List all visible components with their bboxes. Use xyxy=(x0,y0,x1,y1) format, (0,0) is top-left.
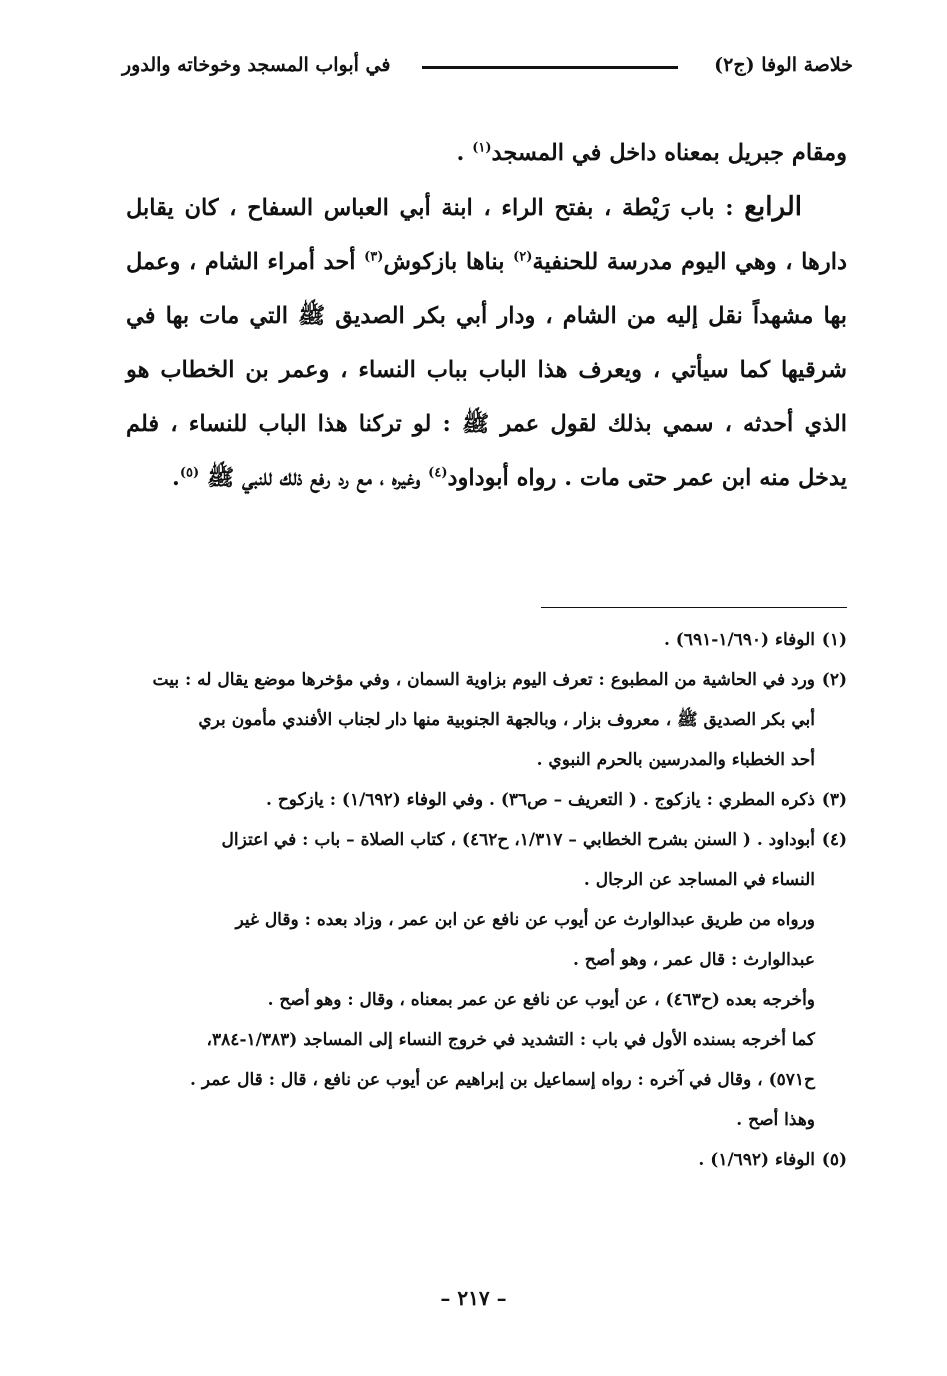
footnote-line: كما أخرجه بسنده الأول في باب : التشديد في خروج النساء إلى المساجد (١/٣٨٣-٣٨٤، xyxy=(206,1030,815,1050)
main-text xyxy=(126,126,847,505)
footnote-1 xyxy=(126,620,847,660)
footnote-separator xyxy=(541,607,847,608)
footnote-line: ورواه من طريق عبدالوارث عن أيوب عن نافع عن ابن عمر ، وزاد بعده : وقال غير xyxy=(235,910,815,930)
footnote-number: (١) xyxy=(821,630,847,650)
footnote-number: (٥) xyxy=(821,1150,847,1170)
footnote-2 xyxy=(126,660,847,780)
footnote-ref-3[interactable]: (٣) xyxy=(364,249,384,265)
footnotes xyxy=(126,620,847,1180)
footnote-4 xyxy=(126,820,847,900)
footnote-line: النساء في المساجد عن الرجال . xyxy=(583,870,815,890)
paragraph-lead: الرابع xyxy=(744,192,802,222)
footnote-line: الوفاء (١/٦٩٢) . xyxy=(698,1150,815,1170)
footnote-line: وهذا أصح . xyxy=(736,1110,815,1130)
footnote-ref-2[interactable]: (٢) xyxy=(513,249,533,265)
chapter-title: في أبواب المسجد وخوخاته والدور xyxy=(122,54,391,76)
footnote-line: أبي بكر الصديق ﷺ ، معروف بزار ، وبالجهة الجنوبية منها دار لجناب الأفندي مأمون بري xyxy=(198,710,815,730)
footnote-line: أبوداود . ( السنن بشرح الخطابي – ١/٣١٧، ح٤٦٢) ، كتاب الصلاة – باب : في اعتزال xyxy=(221,830,815,850)
header-rule xyxy=(422,66,678,69)
footnote-line: وأخرجه بعده (ح٤٦٣) ، عن أيوب عن نافع عن عمر بمعناه ، وقال : وهو أصح . xyxy=(267,990,815,1010)
footnote-ref-5[interactable]: (٥) xyxy=(179,465,200,481)
footnote-number: (٢) xyxy=(821,670,847,690)
footnote-4-continuation-3 xyxy=(126,1020,815,1140)
paragraph-2: الرابع : باب رَيْطة ، بفتح الراء ، ابنة أبي العباس السفاح ، كان يقابل دارها ، وهي اليوم مدرسة للحنفية$^{(٢)}$ بناها بازكوش$^{(٣)}$ أحد أمراء الشام ، وعمل بها مشهداً نقل إليه من الشام ، ودار أبي بكر الصديق ﷺ التي مات بها في شرقيها كما سيأتي ، ويعرف هذا الباب بباب النساء ، وعمر بن الخطاب هو الذي أحدثه ، سمي بذلك لقول عمر ﷺ : لو تركنا هذا الباب للنساء ، فلم يدخل منه ابن عمر حتى مات . رواه أبوداود$^{(٤)}$ وغيره ، مع رد رفع ذلك للنبي ﷺ $^{(٥)}$. xyxy=(126,192,847,491)
footnote-4-continuation-2 xyxy=(126,980,815,1020)
footnote-3 xyxy=(126,780,847,820)
footnote-line: ورد في الحاشية من المطبوع : تعرف اليوم بزاوية السمان ، وفي مؤخرها موضع يقال له : بيت xyxy=(152,670,815,690)
footnote-number: (٤) xyxy=(821,830,847,850)
footnote-ref-1[interactable]: (١) xyxy=(472,140,492,156)
footnote-line: الوفاء (١/٦٩٠-٦٩١) . xyxy=(663,630,815,650)
running-header xyxy=(122,50,853,84)
footnote-line: ح٥٧١) ، وقال في آخره : رواه إسماعيل بن إبراهيم عن أيوب عن نافع ، قال : قال عمر . xyxy=(190,1070,815,1090)
footnote-4-continuation-1 xyxy=(126,900,815,980)
footnote-number: (٣) xyxy=(821,790,847,810)
footnote-line: أحد الخطباء والمدرسين بالحرم النبوي . xyxy=(536,750,815,770)
footnote-line: ذكره المطري : يازكوج . ( التعريف – ص٣٦) . وفي الوفاء (١/٦٩٢) : يازكوح . xyxy=(265,790,815,810)
footnote-5 xyxy=(126,1140,847,1180)
footnote-ref-4[interactable]: (٤) xyxy=(428,465,448,481)
page-number: – ٢١٧ – xyxy=(440,1286,507,1310)
paragraph-1: ومقام جبريل بمعناه داخل في المسجد$^{(١)}$ . xyxy=(456,140,847,166)
footnote-line: عبدالوارث : قال عمر ، وهو أصح . xyxy=(572,950,815,970)
book-title: خلاصة الوفا (ج٢) xyxy=(714,54,853,76)
